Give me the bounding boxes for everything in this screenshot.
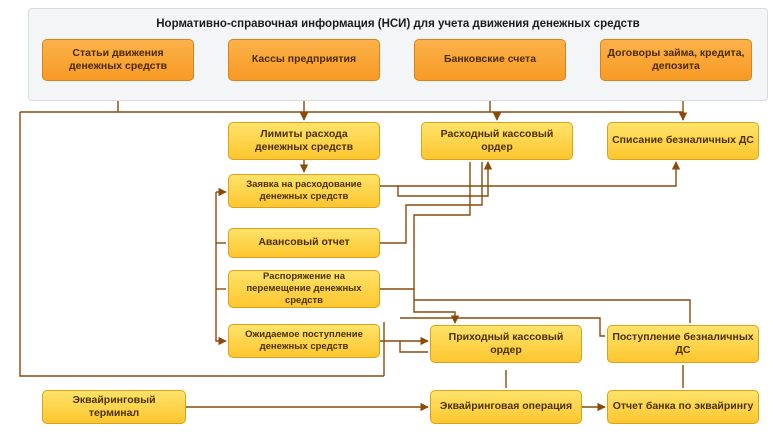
doc-node[interactable] bbox=[607, 325, 759, 363]
nsi-node-label: Кассы предприятия bbox=[251, 53, 357, 66]
doc-node-label: Поступление безналичных ДС bbox=[612, 330, 754, 356]
nsi-node[interactable] bbox=[42, 39, 194, 81]
doc-node-label: Ожидаемое поступление денежных средств bbox=[245, 329, 363, 352]
doc-node[interactable] bbox=[228, 228, 380, 258]
doc-node-label: Приходный кассовый ордер bbox=[448, 330, 564, 356]
doc-node-label: Заявка на расходование денежных средств bbox=[246, 179, 362, 202]
doc-node-label: Эквайринговая операция bbox=[439, 400, 573, 413]
doc-node-label: Распоряжение на перемещение денежных средств bbox=[246, 271, 362, 306]
nsi-node-label: Статьи движения денежных средств bbox=[68, 46, 168, 72]
doc-node-label: Списание безналичных ДС bbox=[612, 134, 754, 147]
doc-node[interactable] bbox=[430, 390, 582, 424]
doc-node[interactable] bbox=[228, 122, 380, 160]
doc-node[interactable] bbox=[228, 270, 380, 308]
nsi-panel-title: Нормативно-справочная информация (НСИ) для учета движения денежных средств bbox=[156, 18, 640, 30]
doc-node-label: Расходный кассовый ордер bbox=[440, 127, 554, 153]
nsi-node-label: Банковские счета bbox=[443, 53, 537, 66]
doc-node[interactable] bbox=[228, 174, 380, 208]
doc-node[interactable] bbox=[430, 325, 582, 363]
doc-node[interactable] bbox=[228, 324, 380, 358]
nsi-node-label: Договоры займа, кредита, депозита bbox=[607, 46, 745, 72]
nsi-node[interactable] bbox=[228, 39, 380, 81]
nsi-node[interactable] bbox=[600, 39, 752, 81]
doc-node[interactable] bbox=[42, 390, 186, 424]
doc-node[interactable] bbox=[607, 390, 759, 424]
doc-node-label: Авансовый отчет bbox=[258, 236, 350, 249]
doc-node-label: Лимиты расхода денежных средств bbox=[254, 127, 354, 153]
doc-node-label: Отчет банка по эквайрингу bbox=[612, 400, 754, 413]
doc-node-label: Эквайринговый терминал bbox=[72, 393, 156, 419]
nsi-node[interactable] bbox=[414, 39, 566, 81]
doc-node[interactable] bbox=[607, 122, 759, 160]
doc-node[interactable] bbox=[421, 122, 573, 160]
